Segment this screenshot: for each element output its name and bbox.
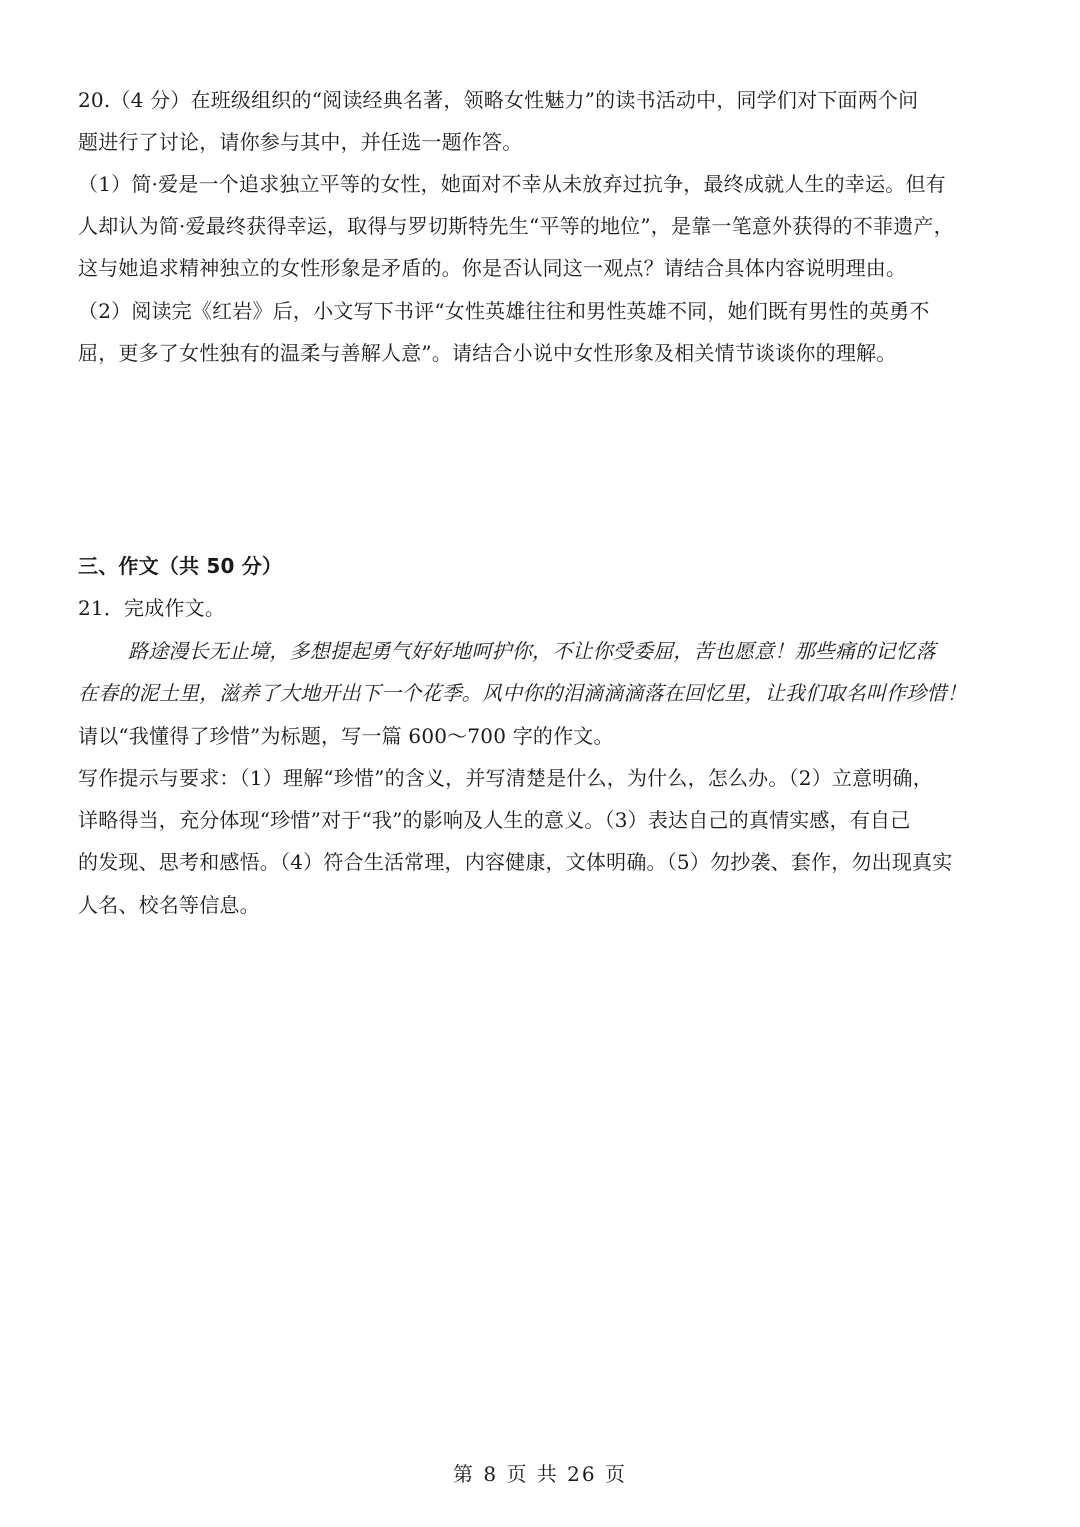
question-20-option-2-line-2: 屈，更多了女性独有的温柔与善解人意”。请结合小说中女性形象及相关情节谈谈你的理解。 bbox=[78, 341, 897, 365]
poem-line-2: 在春的泥土里，滋养了大地开出下一个花季。风中你的泪滴滴滴落在回忆里，让我们取名叫作珍惜！ bbox=[78, 681, 967, 705]
requirements-line-3: 的发现、思考和感悟。（4）符合生活常理，内容健康，文体明确。（5）勿抄袭、套作，勿出现真实 bbox=[78, 850, 953, 874]
question-20-option-1-line-3: 这与她追求精神独立的女性形象是矛盾的。你是否认同这一观点？请结合具体内容说明理由。 bbox=[78, 256, 907, 280]
requirements-line-4: 人名、校名等信息。 bbox=[78, 893, 260, 917]
requirements-line-2: 详略得当，充分体现“珍惜”对于“我”的影响及人生的意义。（3）表达自己的真情实感，有自己 bbox=[78, 808, 911, 832]
question-21-label: 21．完成作文。 bbox=[78, 596, 226, 620]
poem-line-1: 路途漫长无止境，多想提起勇气好好地呵护你，不让你受委屈，苦也愿意！那些痛的记忆落 bbox=[128, 639, 936, 663]
question-20-stem-line-1: 20.（4 分）在班级组织的“阅读经典名著，领略女性魅力”的读书活动中，同学们对下面两个问 bbox=[78, 88, 919, 112]
question-20-option-2-line-1: （2）阅读完《红岩》后，小文写下书评“女性英雄往往和男性英雄不同，她们既有男性的英勇不 bbox=[78, 299, 930, 323]
section-3-heading: 三、作文（共 50 分） bbox=[78, 554, 283, 578]
page-number: 第 8 页 共 26 页 bbox=[453, 1462, 627, 1486]
question-20-stem-line-2: 题进行了讨论，请你参与其中，并任选一题作答。 bbox=[78, 130, 523, 154]
requirements-line-1: 写作提示与要求：（1）理解“珍惜”的含义，并写清楚是什么，为什么，怎么办。（2）立意明确， bbox=[78, 766, 933, 790]
question-20-option-1-line-2: 人却认为简·爱最终获得幸运，取得与罗切斯特先生“平等的地位”，是靠一笔意外获得的不菲遗产， bbox=[78, 214, 954, 238]
question-20-option-1-line-1: （1）简·爱是一个追求独立平等的女性，她面对不幸从未放弃过抗争，最终成就人生的幸运。但有 bbox=[78, 172, 946, 196]
essay-prompt: 请以“我懂得了珍惜”为标题，写一篇 600～700 字的作文。 bbox=[78, 724, 614, 748]
